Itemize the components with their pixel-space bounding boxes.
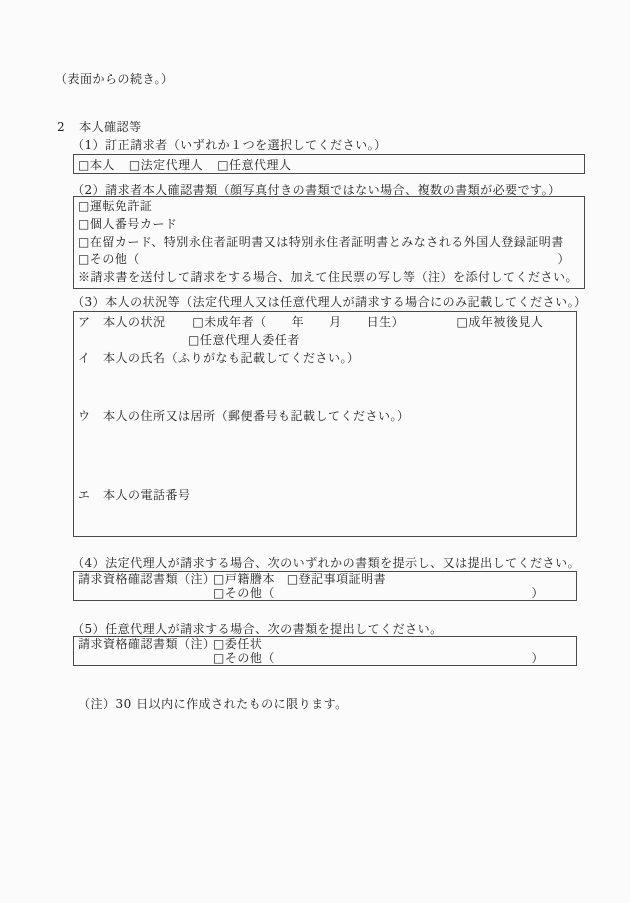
other-close-paren: ） (531, 586, 544, 600)
checkbox-minor[interactable]: □未成年者（ 年 月 日生） (192, 315, 405, 329)
other-close-paren: ） (557, 252, 570, 267)
qualification-doc-row-1 (74, 637, 576, 651)
principal-name-write-area[interactable] (78, 369, 570, 407)
principal-phone-write-area[interactable] (78, 506, 570, 534)
checkbox-family-register-copy[interactable]: □戸籍謄本 (213, 572, 275, 586)
section-title: 本人確認等 (79, 120, 142, 134)
principal-phone-label: エ 本人の電話番号 (78, 488, 191, 502)
continuation-note: （表面からの続き。） (55, 72, 174, 86)
checkbox-voluntary-agent-delegator[interactable]: □任意代理人委任者 (188, 333, 300, 347)
qualification-doc-row-1 (74, 572, 576, 586)
qualification-doc-label: 請求資格確認書類（注） (78, 572, 216, 586)
qualification-doc-row-2 (74, 586, 576, 600)
other-close-paren: ） (531, 651, 544, 665)
checkbox-adult-ward[interactable]: □成年被後見人 (456, 315, 544, 329)
principal-status-box (73, 311, 577, 537)
other-document-row (78, 251, 580, 269)
checkbox-voluntary-representative[interactable]: □任意代理人 (217, 157, 292, 172)
mailing-note: ※請求書を送付して請求をする場合、加えて住民票の写し等（注）を添付してください。 (78, 270, 579, 285)
checkbox-honnin[interactable]: □本人 (78, 157, 115, 172)
checkbox-other-document[interactable]: □その他（ (78, 252, 140, 267)
subsection-2-heading: （2）請求者本人確認書類（顔写真付きの書類ではない場合、複数の書類が必要です。） (72, 183, 561, 197)
subsection-5-heading: （5）任意代理人が請求する場合、次の書類を提出してください。 (72, 622, 443, 636)
identity-documents-box (73, 196, 585, 289)
qualification-doc-row-2 (74, 651, 576, 665)
status-row (78, 315, 543, 330)
document-footnote: （注）30 日以内に作成されたものに限ります。 (78, 697, 348, 711)
checkbox-other-qualification[interactable]: □その他（ (213, 586, 275, 600)
section-2-heading (57, 120, 142, 135)
checkbox-power-of-attorney[interactable]: □委任状 (213, 637, 263, 651)
principal-address-label: ウ 本人の住所又は居所（郵便番号も記載してください。） (78, 409, 410, 423)
principal-name-label: イ 本人の氏名（ふりがなも記載してください。） (78, 351, 360, 365)
checkbox-individual-number-card[interactable]: □個人番号カード (78, 216, 178, 231)
subsection-4-heading: （4）法定代理人が請求する場合、次のいずれかの書類を提示し、又は提出してください。 (72, 556, 581, 570)
subsection-1-heading: （1）訂正請求者（いずれか１つを選択してください。） (72, 138, 387, 152)
checkbox-registration-certificate[interactable]: □登記事項証明書 (286, 572, 387, 586)
legal-rep-qualification-box (73, 571, 577, 601)
checkbox-drivers-license[interactable]: □運転免許証 (78, 199, 153, 213)
subsection-3-heading: （3）本人の状況等（法定代理人又は任意代理人が請求する場合にのみ記載してください。） (72, 295, 587, 309)
voluntary-rep-qualification-box (73, 636, 577, 666)
status-row-label: ア 本人の状況 (78, 315, 166, 329)
requester-type-box (73, 154, 585, 174)
qualification-doc-label: 請求資格確認書類（注） (78, 637, 216, 651)
checkbox-other-qualification[interactable]: □その他（ (213, 651, 275, 665)
checkbox-residence-card[interactable]: □在留カード、特別永住者証明書又は特別永住者証明書とみなされる外国人登録証明書 (78, 234, 564, 249)
section-number: 2 (57, 120, 66, 134)
checkbox-legal-representative[interactable]: □法定代理人 (128, 157, 204, 172)
principal-address-write-area[interactable] (78, 427, 570, 485)
